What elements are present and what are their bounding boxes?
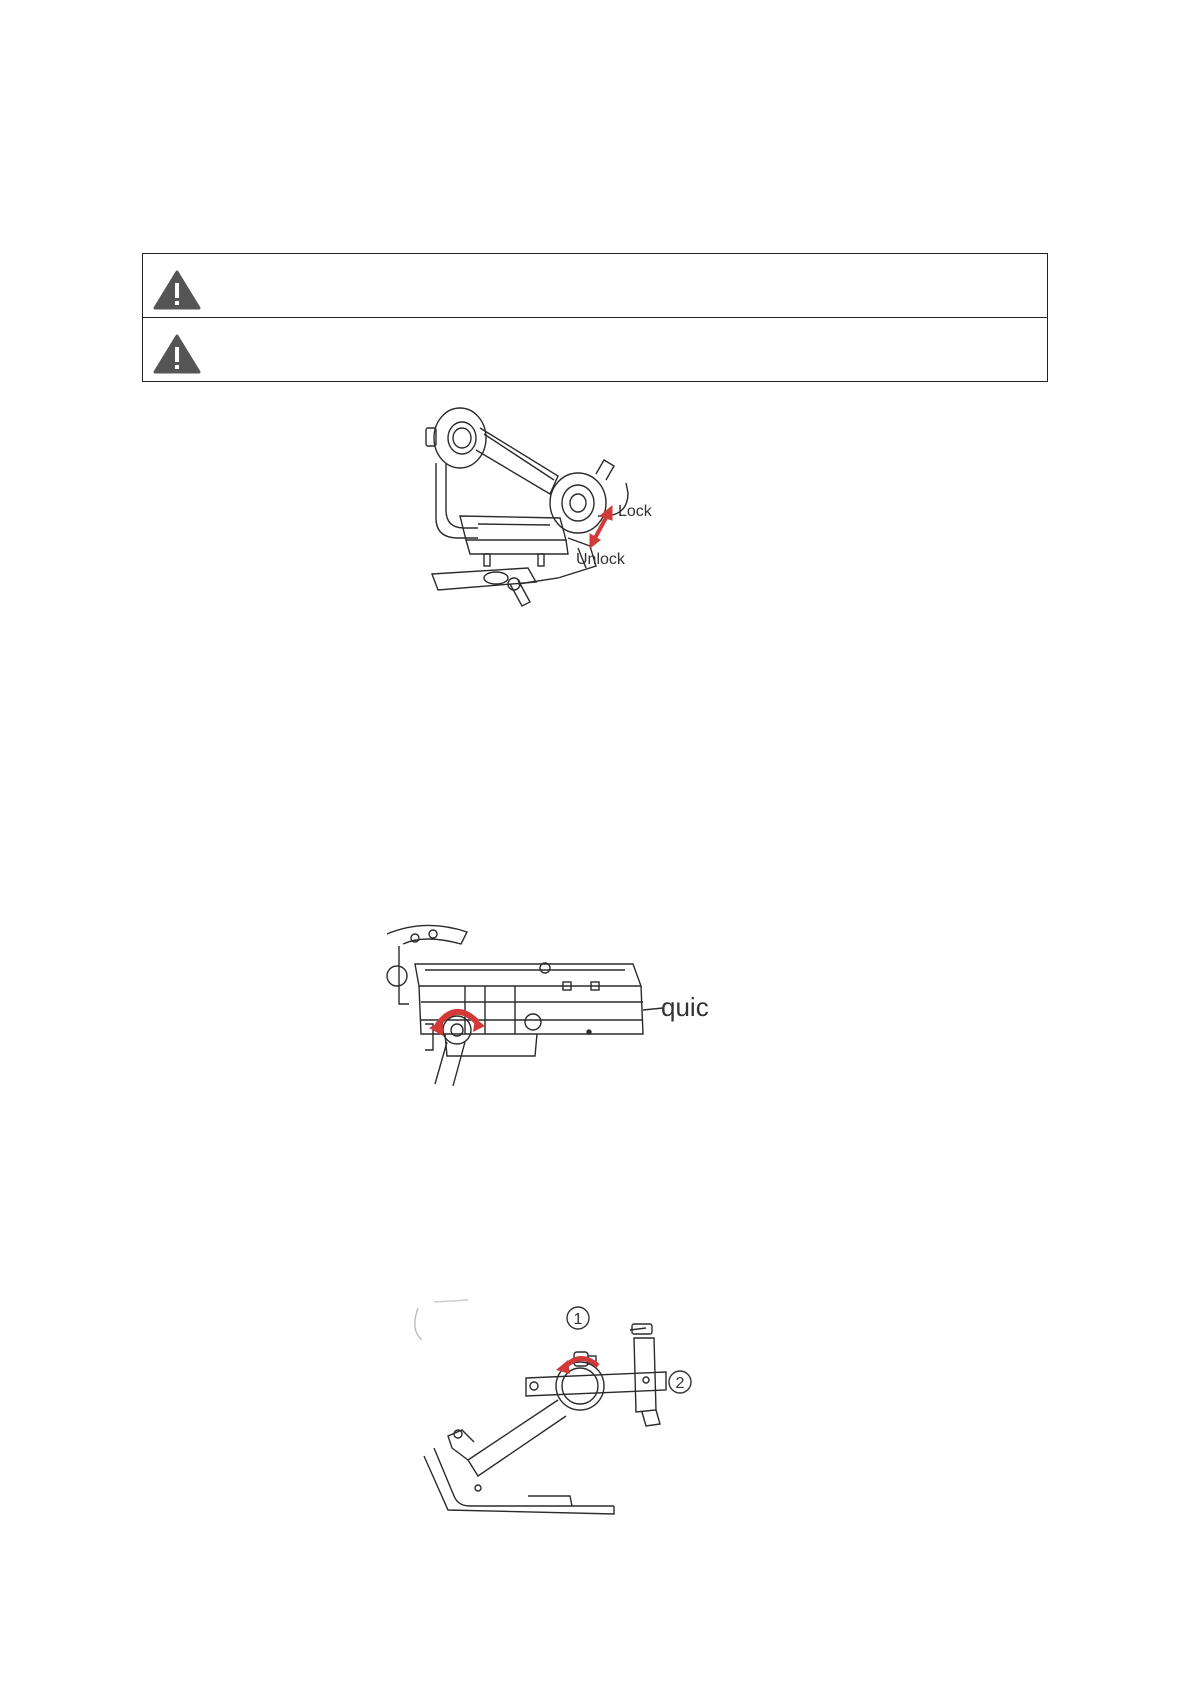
warning-triangle-icon bbox=[153, 270, 201, 310]
warning-table bbox=[142, 253, 1048, 382]
figure-gimbal-lock bbox=[418, 398, 678, 608]
roll-axis-illustration bbox=[408, 1300, 708, 1520]
lock-unlock-arrow bbox=[590, 506, 612, 548]
warning-triangle-icon bbox=[153, 334, 201, 374]
figure-quick-release bbox=[385, 924, 709, 1090]
step-1-label: 1 bbox=[573, 1311, 583, 1328]
step-2-callout bbox=[669, 1371, 691, 1393]
unlock-label: Unlock bbox=[576, 551, 625, 568]
step-1-callout bbox=[567, 1307, 589, 1329]
step-2-label: 2 bbox=[675, 1375, 685, 1392]
quick-release-illustration bbox=[385, 924, 709, 1090]
quick-callout-label: quic bbox=[661, 992, 709, 1022]
lock-label: Lock bbox=[618, 503, 652, 520]
figure-roll-axis bbox=[408, 1300, 708, 1520]
warning-row bbox=[143, 254, 1047, 318]
gimbal-lock-illustration bbox=[418, 398, 678, 608]
warning-row bbox=[143, 318, 1047, 381]
